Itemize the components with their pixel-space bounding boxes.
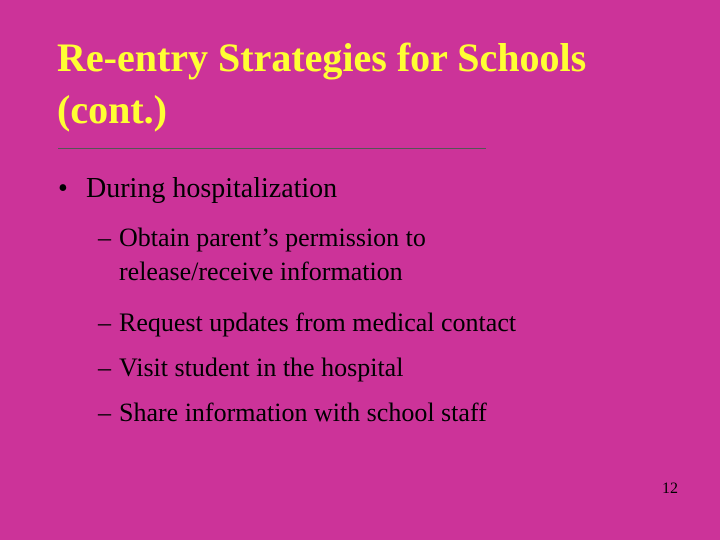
sub-item-visit-student — [98, 351, 403, 385]
sub-item-text: Share information with school staff — [119, 398, 487, 427]
title-divider — [58, 148, 486, 149]
sub-item-request-updates — [98, 306, 516, 340]
title-line-2: (cont.) — [57, 87, 167, 132]
sub-item-obtain-permission — [98, 221, 426, 289]
sub-item-text: Visit student in the hospital — [119, 353, 404, 382]
sub-item-text: Request updates from medical contact — [119, 308, 517, 337]
sub-item-dash: – — [98, 353, 111, 382]
sub-item-share-information — [98, 396, 487, 430]
sub-item-text: Obtain parent’s permission to — [119, 223, 426, 252]
sub-item-dash: – — [98, 223, 111, 252]
sub-item-dash: – — [98, 398, 111, 427]
title-line-1: Re-entry Strategies for Schools — [57, 35, 587, 80]
sub-item-text-continued: release/receive information — [119, 257, 403, 286]
bullet-item — [58, 170, 337, 208]
bullet-marker: • — [58, 173, 68, 204]
sub-item-dash: – — [98, 308, 111, 337]
bullet-text: During hospitalization — [86, 173, 338, 204]
slide-title — [57, 32, 677, 136]
page-number: 12 — [662, 480, 678, 497]
